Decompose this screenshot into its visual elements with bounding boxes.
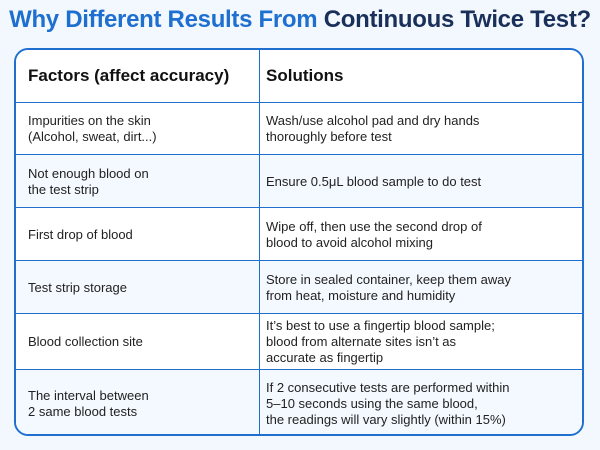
factor-cell: First drop of blood [28,226,133,242]
title-emphasis: Continuous Twice Test? [323,6,591,33]
table-row [16,313,582,370]
table-row [16,369,582,436]
factors-solutions-table [14,48,584,436]
solution-cell: Wash/use alcohol pad and dry hands thoroughly before test [266,113,480,144]
column-divider [259,50,260,434]
table-row [16,102,582,155]
solution-cell: It’s best to use a fingertip blood sample; blood from alternate sites isn’t as accurate as fingertip [266,318,495,365]
solution-cell: If 2 consecutive tests are performed within 5–10 seconds using the same blood, the readings will vary slightly (within 15%) [266,379,510,427]
factor-cell: Not enough blood on the test strip [28,165,149,197]
table-header-row [16,50,582,103]
table-row [16,154,582,208]
solution-cell: Ensure 0.5μL blood sample to do test [266,173,482,189]
solution-cell: Wipe off, then use the second drop of blood to avoid alcohol mixing [266,218,482,250]
table-row [16,260,582,314]
table-row [16,207,582,261]
page-title [0,6,600,34]
factor-cell: Test strip storage [28,279,127,295]
factors-column-header: Factors (affect accuracy) [28,66,230,85]
factor-cell: Blood collection site [28,334,143,349]
title-highlight: Why Different Results From [9,6,324,33]
factor-cell: Impurities on the skin (Alcohol, sweat, dirt...) [28,113,157,144]
solution-cell: Store in sealed container, keep them away from heat, moisture and humidity [266,271,511,303]
solutions-column-header: Solutions [266,66,344,85]
factor-cell: The interval between 2 same blood tests [28,387,149,419]
